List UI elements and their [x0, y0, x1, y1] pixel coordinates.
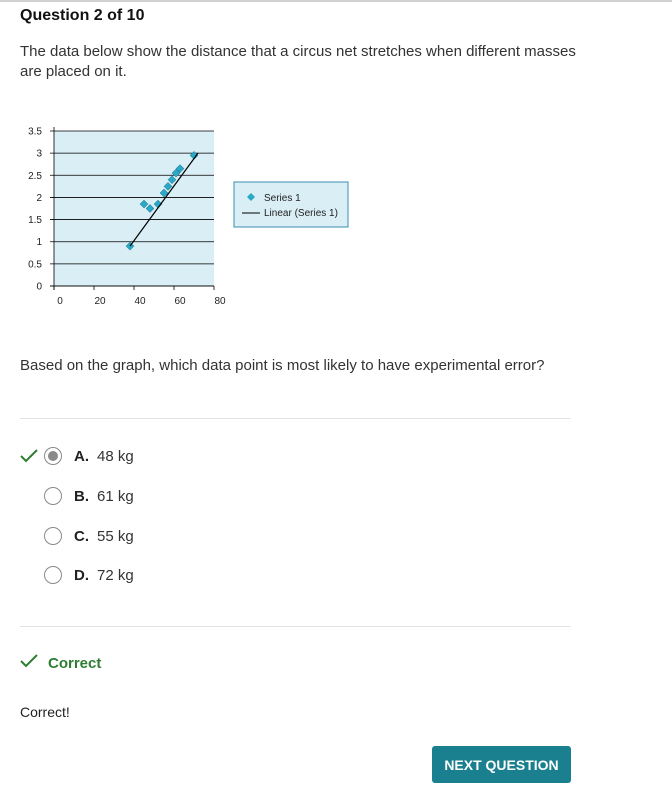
- chart-svg: [14, 120, 374, 320]
- y-tick-label: 2: [36, 192, 42, 204]
- option-a-letter: A.: [74, 447, 89, 465]
- correct-check-icon: [20, 442, 44, 470]
- option-c-letter: C.: [74, 527, 89, 545]
- option-b-letter: B.: [74, 487, 89, 505]
- option-a-text: 48 kg: [97, 447, 134, 465]
- radio-d[interactable]: [44, 566, 62, 584]
- option-d-text: 72 kg: [97, 566, 134, 584]
- y-tick-label: 1: [36, 237, 42, 249]
- x-tick-label: 0: [57, 296, 63, 307]
- radio-a[interactable]: [44, 447, 62, 465]
- divider-bottom: [20, 626, 571, 627]
- x-tick-label: 60: [174, 296, 186, 307]
- x-tick-label: 80: [214, 296, 226, 307]
- result-label: Correct: [48, 655, 102, 672]
- feedback-text: Correct!: [20, 704, 70, 720]
- scatter-chart: [14, 120, 374, 320]
- result-row: [20, 654, 101, 673]
- radio-b[interactable]: [44, 487, 62, 505]
- y-tick-label: 0: [36, 281, 42, 293]
- question-text: Based on the graph, which data point is most likely to have experimental error?: [20, 357, 545, 374]
- option-a[interactable]: [20, 442, 320, 470]
- legend-label-linear: Linear (Series 1): [264, 208, 338, 219]
- x-tick-label: 20: [94, 296, 106, 307]
- legend-box: [234, 182, 348, 227]
- option-c[interactable]: [20, 522, 320, 550]
- legend-label-series-1: Series 1: [264, 193, 301, 204]
- check-icon: [20, 654, 38, 673]
- question-counter: Question 2 of 10: [20, 7, 145, 24]
- radio-c[interactable]: [44, 527, 62, 545]
- y-tick-label: 3: [36, 148, 42, 160]
- y-tick-label: 2.5: [28, 170, 42, 182]
- next-question-button[interactable]: NEXT QUESTION: [432, 746, 571, 783]
- radio-selected-dot: [48, 451, 58, 461]
- y-tick-label: 1.5: [28, 215, 42, 227]
- plot-area: [54, 131, 214, 286]
- option-d-letter: D.: [74, 566, 89, 584]
- divider-top: [20, 418, 571, 419]
- top-border: [0, 0, 672, 2]
- x-tick-label: 40: [134, 296, 146, 307]
- y-tick-label: 3.5: [28, 126, 42, 138]
- option-b-text: 61 kg: [97, 487, 134, 505]
- option-c-text: 55 kg: [97, 527, 134, 545]
- y-tick-label: 0.5: [28, 259, 42, 271]
- option-b[interactable]: [20, 482, 320, 510]
- option-d[interactable]: [20, 561, 320, 589]
- question-prompt: The data below show the distance that a circus net stretches when different masses are placed on it.: [20, 43, 576, 80]
